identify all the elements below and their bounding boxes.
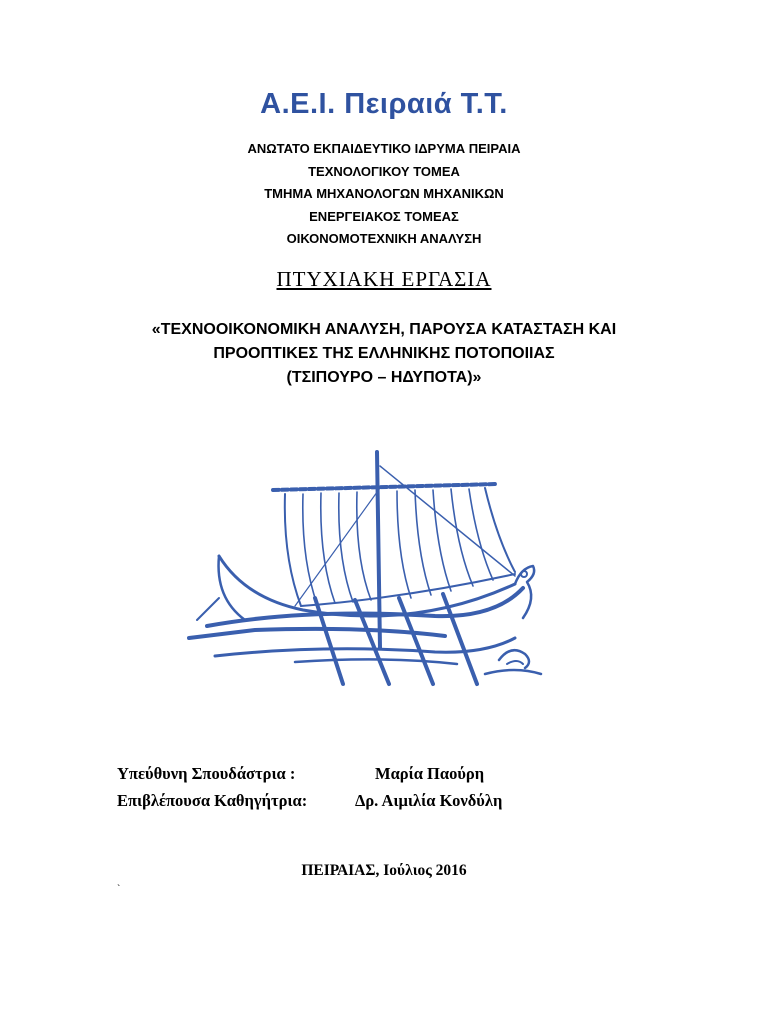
- institution-line: ΕΝΕΡΓΕΙΑΚΟΣ ΤΟΜΕΑΣ: [309, 208, 459, 224]
- institution-block: [0, 138, 768, 251]
- stray-mark: `: [117, 884, 121, 895]
- student-name: Μαρία Παούρη: [375, 764, 485, 783]
- supervisor-name: Δρ. Αιμιλία Κονδύλη: [355, 791, 503, 810]
- thesis-subject: [0, 318, 768, 390]
- institution-line: ΑΝΩΤΑΤΟ ΕΚΠΑΙΔΕΥΤΙΚΟ ΙΔΡΥΜΑ ΠΕΙΡΑΙΑ: [247, 141, 521, 156]
- student-row: [117, 760, 502, 787]
- institution-line: ΤΕΧΝΟΛΟΓΙΚΟΥ ΤΟΜΕΑ: [308, 163, 460, 179]
- institution-logo-text: Α.Ε.Ι. Πειραιά Τ.Τ.: [260, 88, 508, 120]
- supervisor-row: [117, 787, 502, 814]
- subject-line: (ΤΣΙΠΟΥΡΟ – ΗΔΥΠΟΤΑ)»: [286, 369, 482, 386]
- ancient-ship-icon: [185, 448, 545, 688]
- supervisor-label: Επιβλέπουσα Καθηγήτρια:: [117, 791, 308, 810]
- subject-line: ΠΡΟΟΠΤΙΚΕΣ ΤΗΣ ΕΛΛΗΝΙΚΗΣ ΠΟΤΟΠΟΙΙΑΣ: [213, 345, 555, 362]
- thesis-heading: ΠΤΥΧΙΑΚΗ ΕΡΓΑΣΙΑ: [276, 267, 492, 291]
- institution-line: ΟΙΚΟΝΟΜΟΤΕΧΝΙΚΗ ΑΝΑΛΥΣΗ: [286, 231, 482, 246]
- place-and-date: ΠΕΙΡΑΙΑΣ, Ιούλιος 2016: [301, 862, 467, 879]
- subject-line: «ΤΕΧΝΟΟΙΚΟΝΟΜΙΚΗ ΑΝΑΛΥΣΗ, ΠΑΡΟΥΣΑ ΚΑΤΑΣΤΑΣΗ ΚΑΙ: [151, 321, 617, 338]
- credits-block: [117, 760, 502, 814]
- institution-line: ΤΜΗΜΑ ΜΗΧΑΝΟΛΟΓΩΝ ΜΗΧΑΝΙΚΩΝ: [264, 186, 504, 201]
- student-label: Υπεύθυνη Σπουδάστρια :: [117, 764, 296, 783]
